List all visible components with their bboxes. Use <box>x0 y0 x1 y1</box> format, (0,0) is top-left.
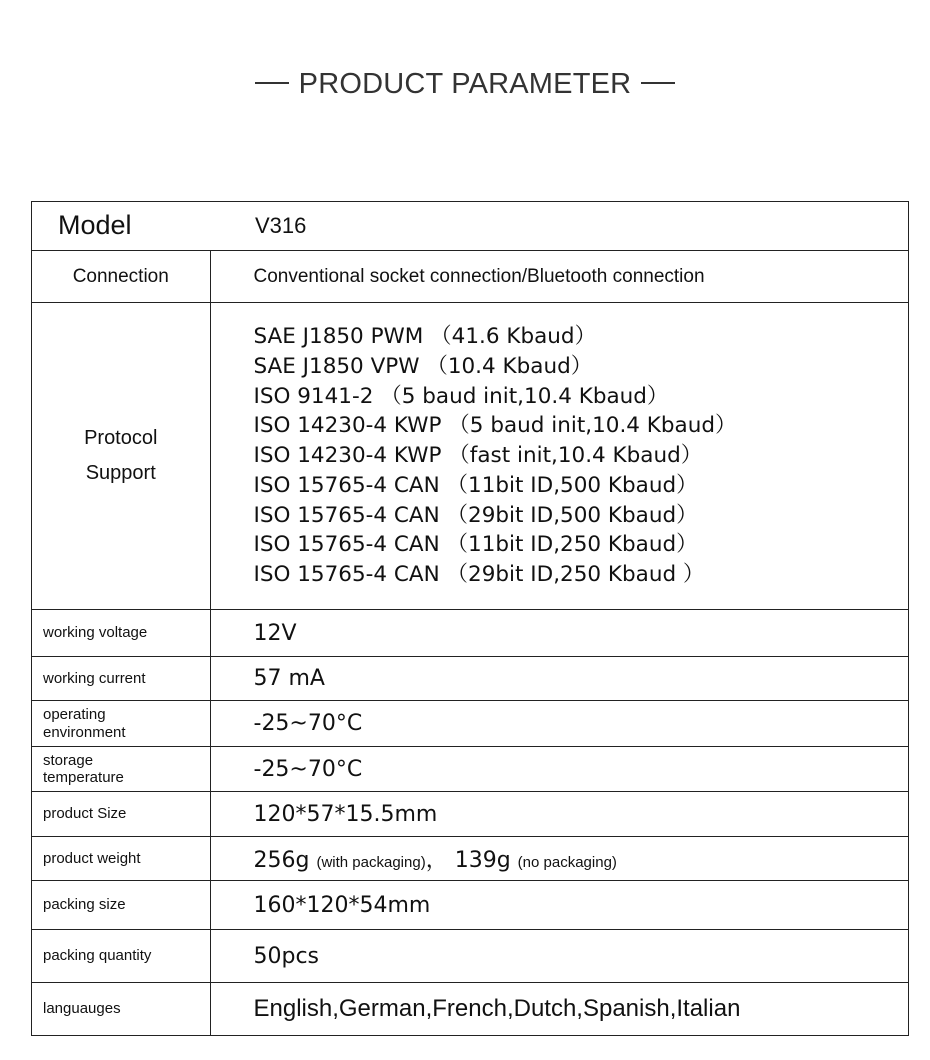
packing-quantity-label: packing quantity <box>32 930 211 983</box>
header-dash-right <box>641 82 675 84</box>
connection-label: Connection <box>32 251 211 303</box>
protocol-item: ISO 9141-2 （5 baud init,10.4 Kbaud） <box>253 383 669 409</box>
storage-label <box>32 747 211 792</box>
operating-label-line2: environment <box>43 723 126 741</box>
protocol-list-cell <box>210 303 909 610</box>
weight-with-packaging: 256g <box>253 848 310 873</box>
weight-value-cell <box>210 837 909 881</box>
protocol-item: ISO 15765-4 CAN （11bit ID,250 Kbaud） <box>253 532 698 558</box>
table-row-connection <box>32 251 909 303</box>
weight-label: product weight <box>32 837 211 881</box>
size-label: product Size <box>32 792 211 837</box>
model-value: V316 <box>210 202 909 251</box>
protocol-item: ISO 15765-4 CAN （11bit ID,500 Kbaud） <box>253 472 698 498</box>
page-title: PRODUCT PARAMETER <box>298 68 632 100</box>
languages-value: English,German,French,Dutch,Spanish,Italian <box>210 983 909 1036</box>
page-header <box>0 68 930 101</box>
protocol-item: ISO 14230-4 KWP （5 baud init,10.4 Kbaud） <box>253 413 737 439</box>
packing-size-label: packing size <box>32 881 211 930</box>
voltage-value: 12V <box>210 610 909 657</box>
table-row-operating <box>32 701 909 747</box>
table-row-storage <box>32 747 909 792</box>
voltage-label: working voltage <box>32 610 211 657</box>
model-label: Model <box>32 202 211 251</box>
header-dash-left <box>255 82 289 84</box>
packing-size-value: 160*120*54mm <box>210 881 909 930</box>
weight-no-packaging: 139g <box>454 848 511 873</box>
weight-with-packaging-note: (with packaging) <box>316 854 426 871</box>
table-row-packing-size <box>32 881 909 930</box>
size-value: 120*57*15.5mm <box>210 792 909 837</box>
operating-label <box>32 701 211 747</box>
table-row-languages <box>32 983 909 1036</box>
languages-label: languauges <box>32 983 211 1036</box>
protocol-item: SAE J1850 PWM （41.6 Kbaud） <box>253 323 597 349</box>
parameter-table <box>31 201 909 1036</box>
protocol-item: ISO 15765-4 CAN （29bit ID,250 Kbaud ） <box>253 562 705 588</box>
weight-separator: ， <box>425 848 448 873</box>
table-row-protocol <box>32 303 909 610</box>
current-value: 57 mA <box>210 657 909 701</box>
table-row-weight <box>32 837 909 881</box>
protocol-item: ISO 15765-4 CAN （29bit ID,500 Kbaud） <box>253 502 698 528</box>
connection-value: Conventional socket connection/Bluetooth connection <box>210 251 909 303</box>
protocol-label <box>32 303 211 610</box>
operating-value: -25~70°C <box>210 701 909 747</box>
table-row-voltage <box>32 610 909 657</box>
storage-label-line1: storage <box>43 751 94 769</box>
current-label: working current <box>32 657 211 701</box>
table-row-current <box>32 657 909 701</box>
table-row-packing-quantity <box>32 930 909 983</box>
table-row-model <box>32 202 909 251</box>
protocol-item: ISO 14230-4 KWP （fast init,10.4 Kbaud） <box>253 443 703 469</box>
operating-label-line1: operating <box>43 706 106 724</box>
table-row-size <box>32 792 909 837</box>
protocol-item: SAE J1850 VPW （10.4 Kbaud） <box>253 353 593 379</box>
weight-no-packaging-note: (no packaging) <box>517 854 617 871</box>
packing-quantity-value: 50pcs <box>210 930 909 983</box>
storage-label-line2: temperature <box>43 769 124 786</box>
storage-value: -25~70°C <box>210 747 909 792</box>
protocol-label-line2: Support <box>85 462 156 484</box>
protocol-label-line1: Protocol <box>84 427 158 449</box>
protocol-list <box>254 322 909 590</box>
